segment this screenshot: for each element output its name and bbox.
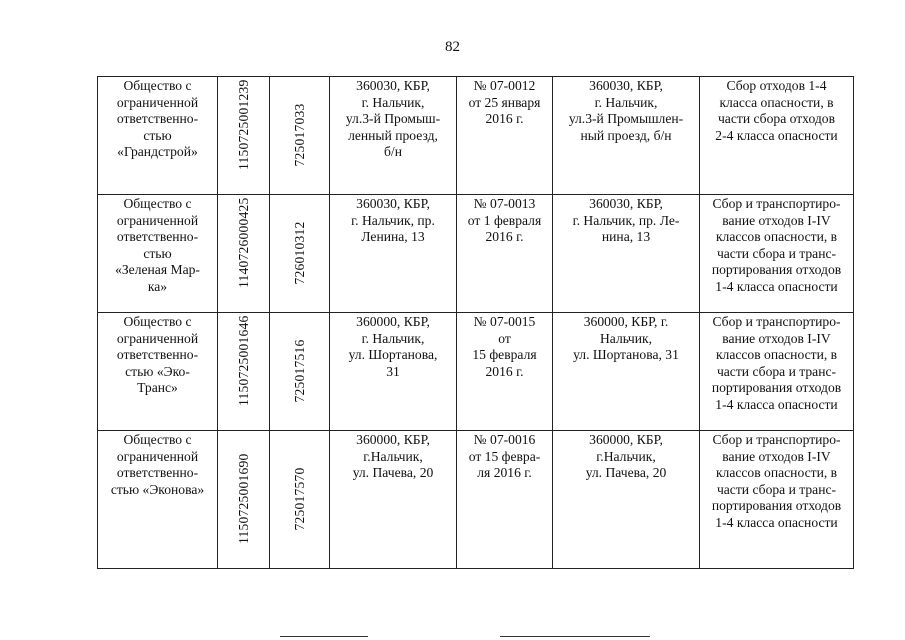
license-number-cell [457, 313, 553, 431]
license-number-cell-line: ля 2016 г. [477, 465, 532, 481]
activity-type-cell-line: классов опасности, в [715, 465, 838, 481]
activity-type-cell-line: вание отходов I-IV [722, 330, 831, 346]
inn-cell-text: 726010312 [291, 221, 307, 285]
legal-address-cell [330, 431, 457, 569]
legal-address-cell-line: 31 [386, 363, 400, 379]
licensee-table [97, 76, 854, 569]
legal-address-cell [330, 313, 457, 431]
legal-address-cell-line: г. Нальчик, [361, 94, 425, 110]
activity-type-cell-line: вание отходов I-IV [722, 448, 831, 464]
organization-name-cell [98, 195, 218, 313]
activity-address-cell [553, 431, 700, 569]
ogrn-cell [218, 77, 270, 195]
table-row [98, 77, 854, 195]
activity-address-cell-line: Нальчик, [599, 330, 653, 346]
activity-type-cell-line: 1-4 класса опасности [715, 278, 838, 294]
activity-address-cell-line: ул. Шортанова, 31 [573, 347, 679, 363]
activity-address-cell-line: г.Нальчик, [596, 448, 656, 464]
organization-name-cell-line: стью «Эконова» [110, 481, 205, 497]
activity-address-cell-line: 360000, КБР, г. [583, 314, 669, 329]
activity-type-cell-line: Сбор и транспортиро- [712, 314, 841, 329]
license-number-cell [457, 431, 553, 569]
inn-cell [270, 195, 330, 313]
activity-type-cell-line: портирования отходов [711, 262, 842, 278]
organization-name-cell-line: стью «Эко- [125, 363, 190, 379]
legal-address-cell-line: г.Нальчик, [363, 448, 423, 464]
legal-address-cell-line: 360030, КБР, [356, 196, 430, 211]
organization-name-cell-line: стью [143, 245, 172, 261]
activity-address-cell-line: 360030, КБР, [589, 78, 663, 93]
license-number-cell [457, 77, 553, 195]
license-number-cell-line: 15 февраля [472, 347, 537, 363]
ogrn-cell [218, 195, 270, 313]
legal-address-cell-line: ул. Шортанова, [348, 347, 438, 363]
ogrn-cell-text: 1150725001646 [235, 315, 251, 406]
organization-name-cell-line: ответственно- [116, 111, 199, 127]
legal-address-cell-line: 360000, КБР, [356, 314, 430, 329]
ogrn-cell-text: 1150725001690 [235, 453, 251, 544]
activity-type-cell-line: классов опасности, в [715, 229, 838, 245]
ogrn-cell [218, 313, 270, 431]
footer-rule-right [500, 636, 650, 637]
license-number-cell-line: № 07-0015 [473, 314, 536, 329]
legal-address-cell-line: ул. Пачева, 20 [352, 465, 434, 481]
activity-address-cell [553, 313, 700, 431]
inn-cell [270, 313, 330, 431]
activity-address-cell-line: ул. Пачева, 20 [585, 465, 667, 481]
organization-name-cell-line: ограниченной [116, 212, 199, 228]
organization-name-cell-line: ответственно- [116, 465, 199, 481]
activity-type-cell [700, 77, 854, 195]
legal-address-cell-line: Ленина, 13 [361, 229, 425, 245]
activity-type-cell-line: портирования отходов [711, 380, 842, 396]
license-number-cell-line: № 07-0016 [473, 432, 536, 447]
organization-name-cell [98, 313, 218, 431]
organization-name-cell-line: ответственно- [116, 229, 199, 245]
organization-name-cell-line: ограниченной [116, 448, 199, 464]
inn-cell [270, 77, 330, 195]
inn-cell-text: 725017570 [291, 467, 307, 531]
activity-type-cell-line: Сбор отходов 1-4 [726, 78, 827, 93]
activity-type-cell-line: Сбор и транспортиро- [712, 432, 841, 447]
legal-address-cell-line: б/н [384, 144, 402, 160]
footer-rule-left [280, 636, 368, 637]
license-number-cell-line: от [498, 330, 511, 346]
organization-name-cell-line: ответственно- [116, 347, 199, 363]
table-row [98, 431, 854, 569]
ogrn-cell-text: 1140726000425 [235, 197, 251, 288]
organization-name-cell-line: Общество с [123, 314, 192, 329]
activity-type-cell-line: Сбор и транспортиро- [712, 196, 841, 211]
organization-name-cell-line: Общество с [123, 196, 192, 211]
license-number-cell-line: № 07-0012 [473, 78, 536, 93]
page-number: 82 [445, 39, 460, 55]
activity-type-cell-line: 1-4 класса опасности [715, 396, 838, 412]
organization-name-cell-line: ограниченной [116, 330, 199, 346]
license-number-cell-line: 2016 г. [485, 111, 524, 127]
activity-address-cell-line: г. Нальчик, пр. Ле- [572, 212, 680, 228]
activity-type-cell-line: части сбора отходов [717, 111, 836, 127]
activity-address-cell-line: ул.3-й Промышлен- [568, 111, 684, 127]
ogrn-cell [218, 431, 270, 569]
activity-type-cell-line: части сбора и транс- [716, 245, 837, 261]
activity-address-cell-line: ный проезд, б/н [580, 127, 672, 143]
license-number-cell-line: 2016 г. [485, 229, 524, 245]
organization-name-cell [98, 431, 218, 569]
legal-address-cell-line: г. Нальчик, пр. [351, 212, 435, 228]
activity-type-cell [700, 195, 854, 313]
activity-type-cell-line: части сбора и транс- [716, 481, 837, 497]
organization-name-cell-line: Общество с [123, 78, 192, 93]
activity-type-cell [700, 431, 854, 569]
organization-name-cell-line: Транс» [137, 380, 178, 396]
activity-address-cell-line: 360030, КБР, [589, 196, 663, 211]
activity-address-cell-line: нина, 13 [601, 229, 651, 245]
activity-address-cell [553, 195, 700, 313]
license-number-cell-line: № 07-0013 [473, 196, 536, 211]
activity-address-cell [553, 77, 700, 195]
license-number-cell-line: от 15 февра- [468, 448, 541, 464]
table-row [98, 195, 854, 313]
organization-name-cell-line: стью [143, 127, 172, 143]
inn-cell [270, 431, 330, 569]
legal-address-cell-line: 360000, КБР, [356, 432, 430, 447]
activity-type-cell [700, 313, 854, 431]
inn-cell-text: 725017516 [291, 339, 307, 403]
table-row [98, 313, 854, 431]
license-number-cell [457, 195, 553, 313]
activity-address-cell-line: г. Нальчик, [594, 94, 658, 110]
activity-type-cell-line: 1-4 класса опасности [715, 514, 838, 530]
activity-address-cell-line: 360000, КБР, [589, 432, 663, 447]
activity-type-cell-line: классов опасности, в [715, 347, 838, 363]
activity-type-cell-line: части сбора и транс- [716, 363, 837, 379]
organization-name-cell-line: Общество с [123, 432, 192, 447]
legal-address-cell [330, 195, 457, 313]
ogrn-cell-text: 1150725001239 [235, 79, 251, 170]
license-number-cell-line: от 25 января [468, 94, 541, 110]
activity-type-cell-line: класса опасности, в [719, 94, 834, 110]
organization-name-cell-line: ограниченной [116, 94, 199, 110]
legal-address-cell-line: г. Нальчик, [361, 330, 425, 346]
license-number-cell-line: от 1 февраля [467, 212, 542, 228]
activity-type-cell-line: 2-4 класса опасности [715, 127, 838, 143]
organization-name-cell-line: ка» [147, 278, 168, 294]
activity-type-cell-line: вание отходов I-IV [722, 212, 831, 228]
organization-name-cell-line: «Грандстрой» [117, 144, 198, 160]
inn-cell-text: 725017033 [291, 103, 307, 167]
license-number-cell-line: 2016 г. [485, 363, 524, 379]
organization-name-cell-line: «Зеленая Мар- [115, 262, 200, 278]
activity-type-cell-line: портирования отходов [711, 498, 842, 514]
legal-address-cell-line: ленный проезд, [348, 127, 438, 143]
legal-address-cell-line: 360030, КБР, [356, 78, 430, 93]
legal-address-cell [330, 77, 457, 195]
organization-name-cell [98, 77, 218, 195]
legal-address-cell-line: ул.3-й Промыш- [345, 111, 441, 127]
